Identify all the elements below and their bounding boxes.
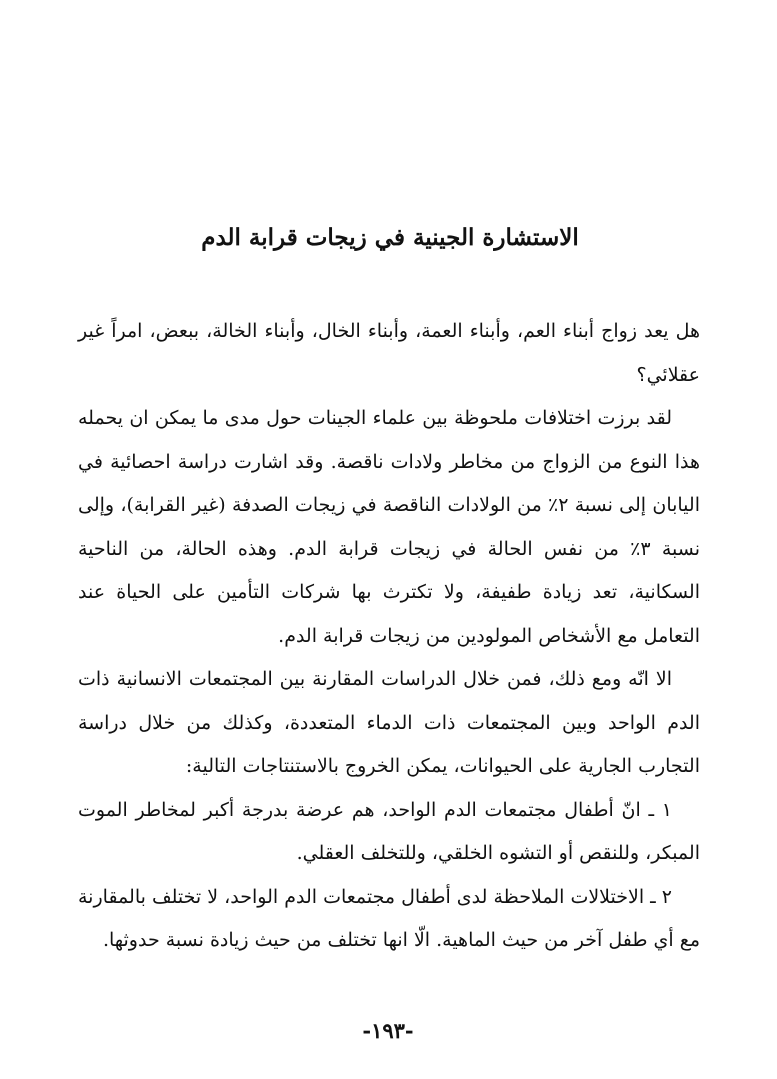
paragraph-conclusion-1: ١ ـ انّ أطفال مجتمعات الدم الواحد، هم عرضة بدرجة أكبر لمخاطر الموت المبكر، وللنقص أو التشوه الخلقي، وللتخلف العقلي. xyxy=(78,798,700,864)
page-number: -١٩٣- xyxy=(362,1018,414,1043)
body-text xyxy=(78,310,700,963)
chapter-title: الاستشارة الجينية في زيجات قرابة الدم xyxy=(201,224,579,251)
paragraph-statistics: لقد برزت اختلافات ملحوظة بين علماء الجينات حول مدى ما يمكن ان يحمله هذا النوع من الزواج من مخاطر ولادات ناقصة. وقد اشارت دراسة احصائية في اليابان إلى نسبة ٢٪ من الولادات الناقصة في زيجات الصدفة (غير القرابة)، وإلى نسبة ٣٪ من نفس الحالة في زيجات قرابة الدم. وهذه الحالة، من الناحية السكانية، تعد زيادة طفيفة، ولا تكترث بها شركات التأمين على الحياة عند التعامل مع الأشخاص المولودين من زيجات قرابة الدم. xyxy=(78,407,700,647)
paragraph-conclusion-2: ٢ ـ الاختلالات الملاحظة لدى أطفال مجتمعات الدم الواحد، لا تختلف بالمقارنة مع أي طفل آخر من حيث الماهية. الّا انها تختلف من حيث زيادة نسبة حدوثها. xyxy=(78,885,700,951)
paragraph-question: هل يعد زواج أبناء العم، وأبناء العمة، وأبناء الخال، وأبناء الخالة، ببعض، امراً غير عقلائي؟ xyxy=(78,320,700,386)
paragraph-comparative-studies: الا انّه ومع ذلك، فمن خلال الدراسات المقارنة بين المجتمعات الانسانية ذات الدم الواحد وبين المجتمعات ذات الدماء المتعددة، وكذلك من خلال دراسة التجارب الجارية على الحيوانات، يمكن الخروج بالاستنتاجات التالية: xyxy=(78,668,700,777)
